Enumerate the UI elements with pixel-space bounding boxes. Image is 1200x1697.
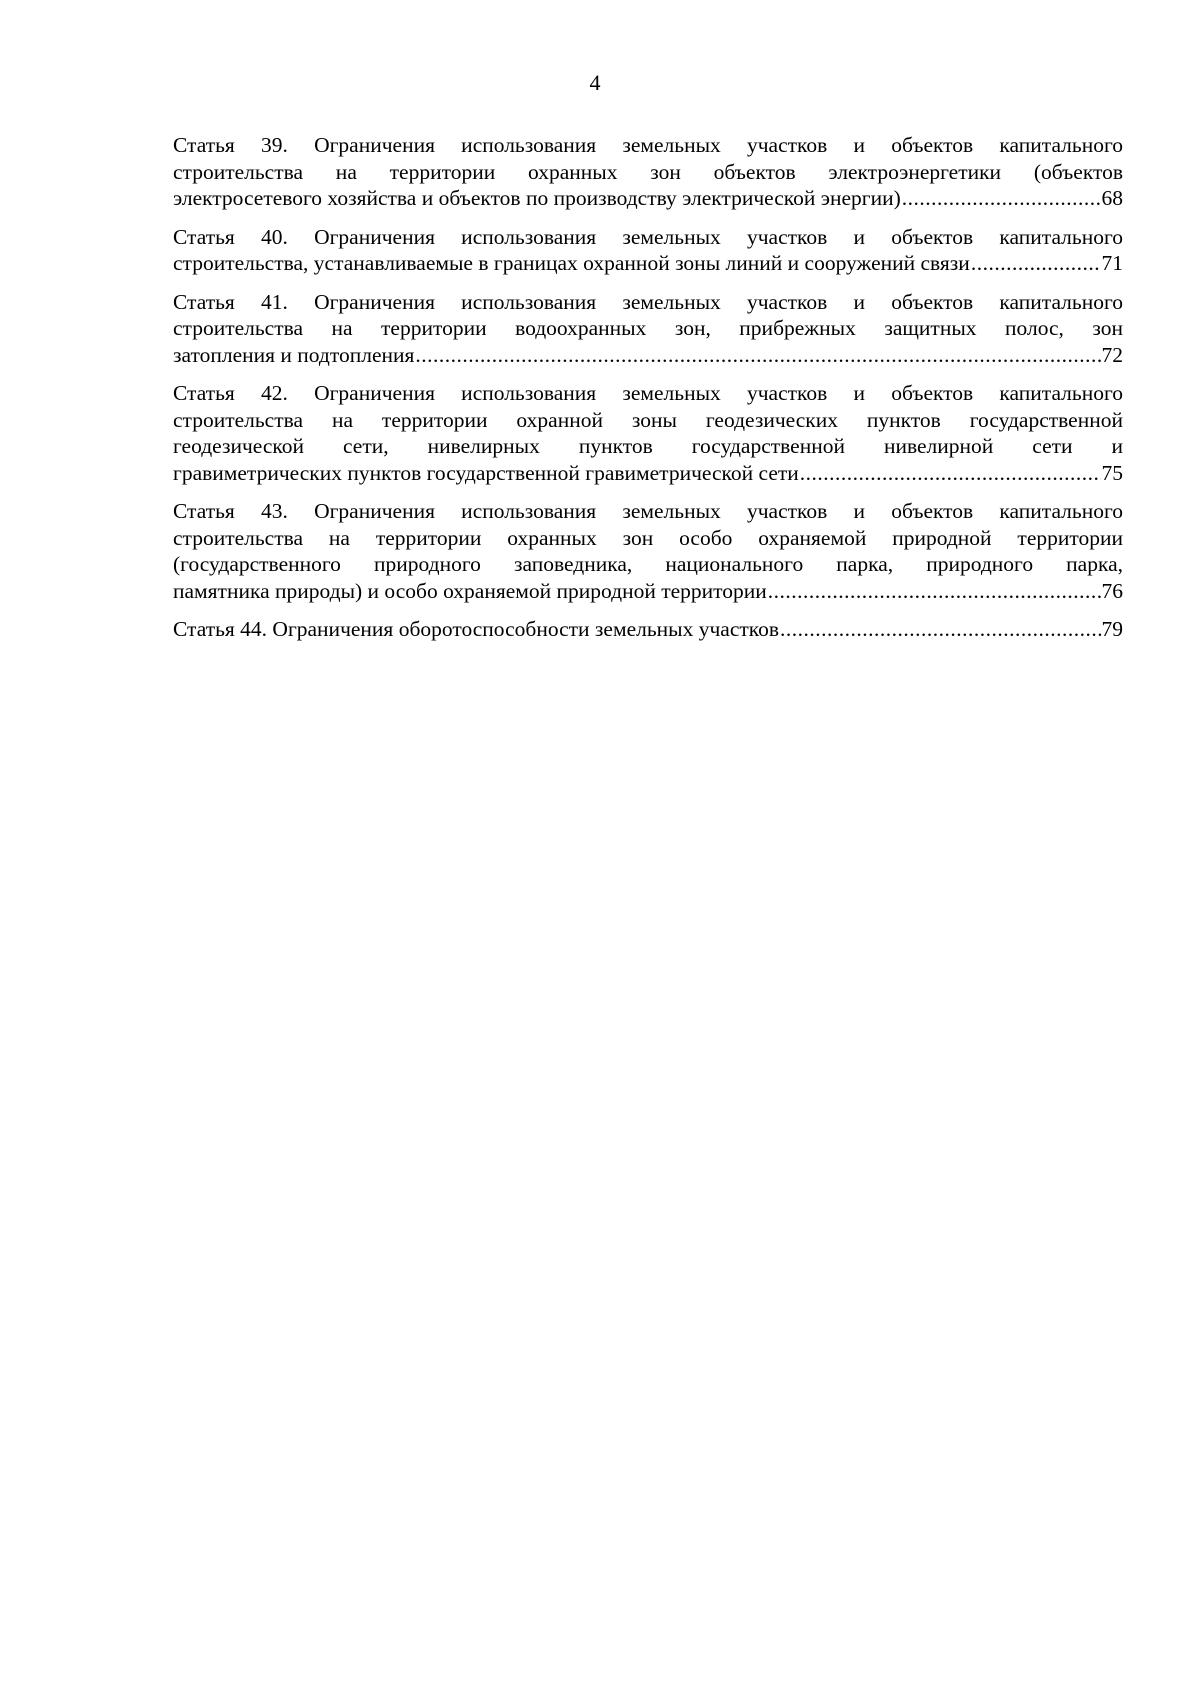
toc-entry-title-end: Статья 44. Ограничения оборотоспособности земельных участков	[173, 617, 780, 641]
toc-entry-last-line	[173, 616, 1123, 643]
toc-page-ref: 75	[1101, 460, 1123, 485]
page-number: 4	[589, 70, 601, 95]
toc-entry-line: Статья 40. Ограничения использования земельных участков и объектов капитального	[173, 224, 1123, 249]
toc-leader-dots	[415, 342, 1100, 369]
toc-entry-last-line	[173, 250, 1123, 277]
toc-entry-line: Статья 43. Ограничения использования земельных участков и объектов капитального	[173, 499, 1123, 523]
toc-entry-line: Статья 41. Ограничения использования земельных участков и объектов капитального	[173, 289, 1123, 314]
toc-entry-article-43[interactable]	[173, 498, 1123, 604]
toc-entry-last-line	[173, 578, 1123, 605]
toc-leader-dots	[768, 578, 1101, 605]
toc-entry-line: строительства на территории охранной зоны геодезических пунктов государственной	[173, 407, 1123, 432]
toc-page-ref: 68	[1101, 186, 1123, 210]
toc-entry-article-41[interactable]	[173, 289, 1123, 369]
toc-entry-article-40[interactable]	[173, 224, 1123, 277]
toc-entry-last-line	[173, 460, 1123, 487]
toc-entry-last-line	[173, 342, 1123, 369]
toc-entry-title-end: электросетевого хозяйства и объектов по производству электрической энергии)	[173, 186, 901, 210]
toc-entry-title-end: затопления и подтопления	[173, 342, 415, 367]
toc-leader-dots	[780, 616, 1100, 643]
toc-entry-title-end: гравиметрических пунктов государственной гравиметрической сети	[173, 460, 799, 485]
toc-entry-title-end: памятника природы) и особо охраняемой природной территории	[173, 578, 767, 603]
toc-entry-line: строительства на территории охранных зон объектов электроэнергетики (объектов	[173, 159, 1123, 184]
toc-entry-article-44[interactable]	[173, 616, 1123, 643]
toc-page-ref: 71	[1101, 251, 1123, 275]
toc-entry-line: строительства на территории охранных зон особо охраняемой природной территории	[173, 525, 1123, 550]
toc-leader-dots	[800, 460, 1101, 487]
toc-entry-line: (государственного природного заповедника, национального парка, природного парка,	[173, 552, 1123, 576]
toc-leader-dots	[971, 250, 1101, 277]
toc-entry-title-end: строительства, устанавливаемые в границах охранной зоны линий и сооружений связи	[173, 251, 970, 275]
toc-page-ref: 76	[1101, 578, 1123, 603]
toc-leader-dots	[902, 185, 1101, 212]
toc-entry-line: Статья 42. Ограничения использования земельных участков и объектов капитального	[173, 381, 1123, 405]
toc-entry-line: строительства на территории водоохранных зон, прибрежных защитных полос, зон	[173, 316, 1123, 340]
toc-page-ref: 79	[1101, 617, 1123, 641]
toc-page-ref: 72	[1101, 342, 1123, 367]
toc-entry-line: Статья 39. Ограничения использования земельных участков и объектов капитального	[173, 133, 1123, 157]
toc-entry-last-line	[173, 185, 1123, 212]
toc-entry-article-39[interactable]	[173, 132, 1123, 212]
toc-entry-article-42[interactable]	[173, 380, 1123, 486]
toc-entry-line: геодезической сети, нивелирных пунктов государственной нивелирной сети и	[173, 434, 1123, 458]
table-of-contents	[173, 132, 1123, 655]
